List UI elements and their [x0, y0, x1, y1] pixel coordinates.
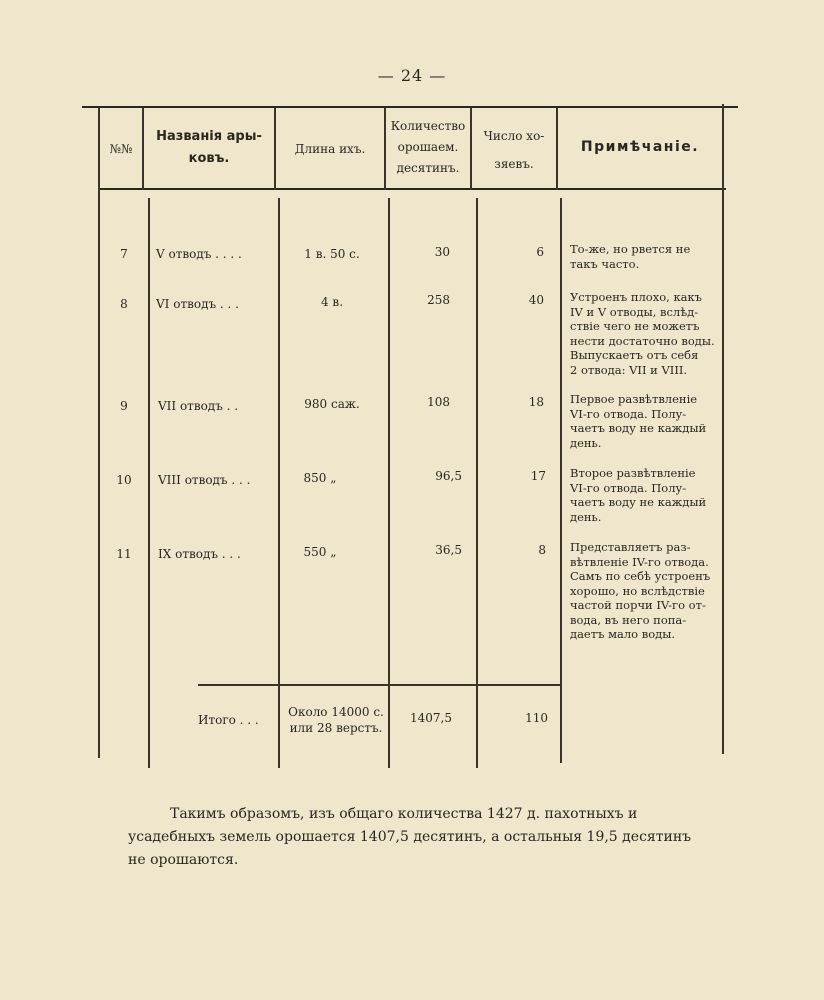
row-name: V отводъ . . . .: [156, 247, 242, 261]
total-length-line2: или 28 верстъ.: [289, 721, 383, 735]
row-number: 7: [120, 247, 128, 261]
note-line: VI-го отвода. Полу-: [570, 480, 687, 495]
note-line: день.: [570, 509, 602, 524]
note-line: 2 отвода: VII и VIII.: [570, 362, 688, 377]
row-note: [570, 392, 718, 450]
note-line: такъ часто.: [570, 256, 640, 271]
total-label: Итого . . .: [198, 713, 259, 727]
table-top-rule: [82, 106, 738, 108]
note-line: частой порчи IV-го от-: [570, 598, 706, 612]
header-area-line3: десятинъ.: [396, 161, 460, 175]
note-line: день.: [570, 435, 602, 450]
column-line: [476, 198, 478, 768]
header-number: №№: [109, 142, 133, 156]
row-name: VI отводъ . . .: [156, 297, 239, 311]
row-owners: 40: [528, 293, 544, 307]
note-line: Устроенъ плохо, какъ: [570, 290, 703, 304]
row-area: 30: [434, 245, 450, 259]
row-area: 108: [427, 395, 450, 409]
header-name-line1: Названія ары-: [156, 129, 262, 144]
note-line: вѣтвленіе IV-го отвода.: [570, 554, 709, 569]
header-area-line1: Количество: [390, 119, 466, 133]
note-line: Самъ по себѣ устроенъ: [570, 569, 711, 583]
column-line: [148, 198, 150, 768]
row-note: [570, 540, 718, 642]
row-owners: 17: [530, 469, 546, 483]
row-length: 1 в. 50 с.: [304, 247, 360, 261]
total-area: 1407,5: [410, 711, 452, 725]
note-line: ствіе чего не можетъ: [570, 319, 700, 333]
header-owners-line2: зяевъ.: [494, 157, 534, 171]
note-line: Выпускаетъ отъ себя: [570, 348, 699, 362]
note-line: даетъ мало воды.: [570, 627, 676, 641]
row-length: 550 „: [303, 545, 337, 559]
row-length: 4 в.: [320, 295, 344, 309]
header-note: Примѣчаніе.: [580, 139, 700, 155]
total-length-line1: Около 14000 с.: [288, 705, 384, 719]
header-owners-line1: Число хо-: [483, 129, 545, 143]
row-name: VIII отводъ . . .: [158, 473, 251, 487]
header-name-line2: ковъ.: [188, 151, 230, 166]
totals-rule: [198, 684, 562, 686]
header-length: Длина ихъ.: [294, 142, 366, 156]
row-note: [570, 242, 718, 271]
row-name: IX отводъ . . .: [158, 547, 241, 561]
column-line: [722, 104, 724, 754]
note-line: нести достаточно воды.: [570, 333, 715, 348]
header-owners: [470, 122, 558, 178]
row-area: 96,5: [435, 469, 462, 483]
note-line: VI-го отвода. Полу-: [570, 406, 687, 421]
note-line: Первое развѣтвленіе: [570, 392, 698, 406]
row-note: [570, 290, 718, 377]
table-header-rule: [100, 188, 726, 190]
column-line: [560, 198, 562, 763]
row-number: 10: [116, 473, 132, 487]
closing-line: усадебныхъ земель орошается 1407,5 десятинъ, а остальныя 19,5 десятинъ: [128, 829, 692, 845]
row-number: 8: [120, 297, 128, 311]
header-area-line2: орошаем.: [397, 140, 459, 154]
page-number: — 24 —: [377, 66, 447, 85]
row-owners: 8: [538, 543, 546, 557]
row-note: [570, 466, 718, 524]
column-line: [388, 198, 390, 768]
note-line: чаетъ воду не каждый: [570, 421, 707, 435]
note-line: чаетъ воду не каждый: [570, 495, 707, 509]
note-line: хорошо, но вслѣдствіе: [570, 583, 705, 598]
column-line: [98, 108, 100, 758]
row-number: 9: [120, 399, 128, 413]
total-length: [282, 704, 390, 736]
note-line: Представляетъ раз-: [570, 540, 691, 554]
row-length: 980 саж.: [304, 397, 360, 411]
total-owners: 110: [525, 711, 548, 725]
row-area: 36,5: [435, 543, 462, 557]
row-number: 11: [116, 547, 132, 561]
row-length: 850 „: [303, 471, 337, 485]
note-line: вода, въ него попа-: [570, 612, 687, 627]
note-line: То-же, но рвется не: [570, 242, 691, 256]
closing-line: не орошаются.: [128, 852, 239, 868]
row-name: VII отводъ . .: [158, 399, 239, 413]
closing-line: Такимъ образомъ, изъ общаго количества 1427 д. пахотныхъ и: [170, 806, 638, 822]
note-line: IV и V отводы, вслѣд-: [570, 304, 699, 319]
row-area: 258: [427, 293, 450, 307]
row-owners: 18: [528, 395, 544, 409]
header-area: [384, 116, 472, 179]
header-name: [142, 126, 276, 170]
row-owners: 6: [536, 245, 544, 259]
note-line: Второе развѣтвленіе: [570, 466, 696, 480]
